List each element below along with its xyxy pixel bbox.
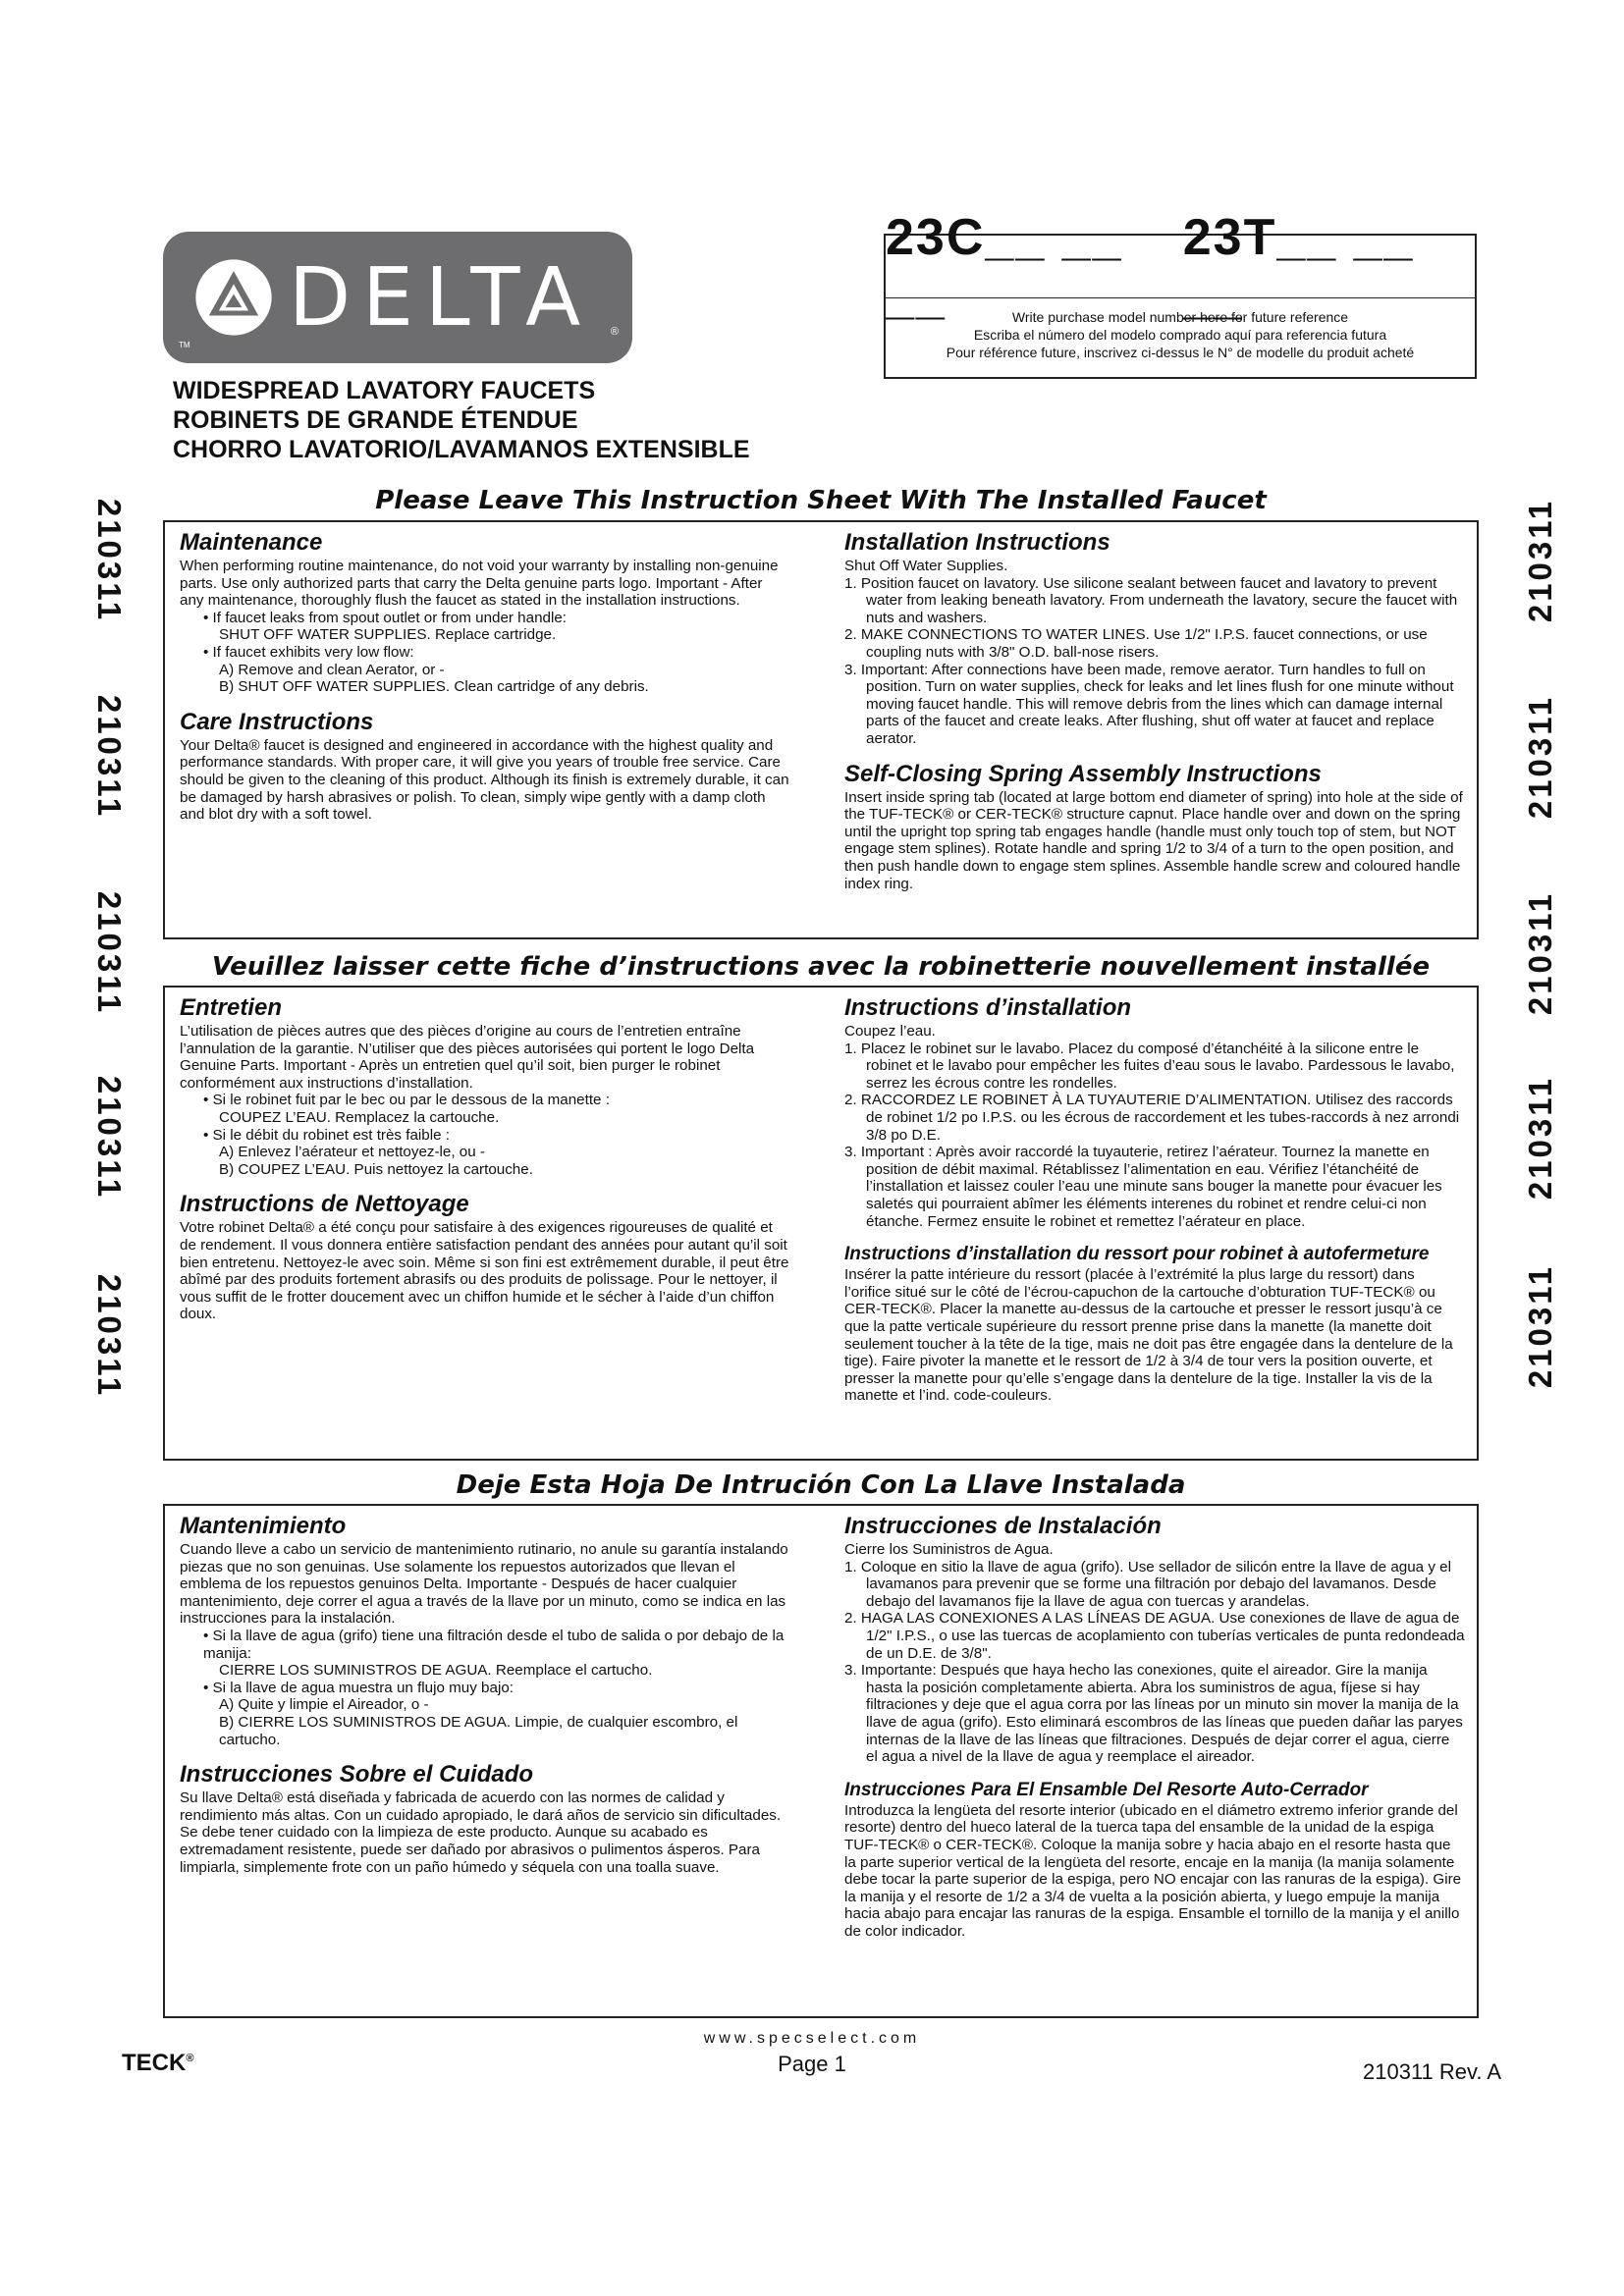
teck-wordmark: TECK bbox=[122, 2050, 187, 2076]
en-spring-text: Insert inside spring tab (located at large bottom end diameter of spring) into hole at the side of the TUF-TECK® or CER-TECK® structure capnut. Place handle over and down on the spring until the upright top spring tab engages handle (handle must only touch top of stem, but NOT engage stem splines). Rotate handle and spring 1/2 to 3/4 of a turn to the open position, and then push handle down to engage stem splines. Assemble handle screw and coloured handle index ring. bbox=[844, 788, 1463, 892]
fr-install-intro: Coupez l’eau. bbox=[844, 1023, 936, 1040]
es-install-step-2: 2. HAGA LAS CONEXIONES A LAS LÍNEAS DE AGUA. Use conexiones de llave de agua de 1/2" I.P.S., o use las tuercas de acoplamiento con tuberías verticales de punta redondeada de un D.E. de 3/8". bbox=[844, 1610, 1465, 1662]
footer-page-number: Page 1 bbox=[778, 2052, 846, 2076]
fr-spring-text: Insérer la patte intérieure du ressort (placée à l’extrémité la plus large du ressort) dans l’orifice situé sur le côté de l’écrou-capuchon de la cartouche d’obturation TUF-TECK® ou CER-TECK®. Placer la manette au-dessus de la cartouche et presser le ressort jusqu’à ce que la patte verticale supérieure du ressort prenne prise dans la manette (la manette doit seulement toucher à la tête de la tige, mais ne doit pas être engagée dans la dentelure de la tige). Faire pivoter la manette et le ressort de 1/2 à 3/4 de tour vers la position ouverte, et presser la manette pour qu’elle s’engage dans la dentelure de la tige. Installer la vis de la manette et l’ind. code-couleurs. bbox=[844, 1266, 1453, 1405]
es-spring-text: Introduzca la lengüeta del resorte interior (ubicado en el diámetro extremo inferior grande del resorte) dentro del hueco lateral de la tuerca tapa del ensamble de la unidad de la espiga TUF-TECK® o CER-TECK®. Coloque la manija sobre y hacia abajo en el resorte hasta que la parte superior vertical de la lengüeta del resorte, encaje en la manija (la manija solamente debe tocar la parte superior de la espiga, pero NO encajar con las ranuras de la espiga). Gire la manija y el resorte de 1/2 a 3/4 de vuelta a la posición abierta, y luego empuje la manija hacia abajo para encajar las ranuras de la espiga. Ensamble el tornillo de la manija y el anillo de color indicador. bbox=[844, 1801, 1462, 1940]
logo-wordmark: DELTA bbox=[289, 250, 593, 345]
es-maintenance-bullet-2b: B) CIERRE LOS SUMINISTROS DE AGUA. Limpie, de cualquier escombro, el cartucho. bbox=[219, 1713, 738, 1748]
footer-revision: 210311 Rev. A bbox=[1363, 2059, 1502, 2084]
en-maintenance-bullet-1: • If faucet leaks from spout outlet or from under handle: bbox=[203, 609, 568, 626]
model-note-en: Write purchase model number here for future reference bbox=[1011, 309, 1349, 325]
side-code-left-5: 210311 bbox=[91, 1273, 129, 1399]
delta-logo bbox=[163, 232, 632, 363]
section-title-es: Deje Esta Hoja De Intrución Con La Llave Instalada bbox=[456, 1470, 1186, 1500]
fr-install-step-1: 1. Placez le robinet sur le lavabo. Placez du composé d’étanchéité à la silicone entre le robinet et le lavabo pour empêcher les fuites d’eau sous le lavabo. Pardessous le lavabo, serrez les écrous contre les rondelles. bbox=[844, 1040, 1455, 1092]
section-box-en bbox=[163, 520, 1479, 939]
en-spring-heading: Self-Closing Spring Assembly Instructions bbox=[844, 760, 1322, 787]
es-care-heading: Instrucciones Sobre el Cuidado bbox=[180, 1761, 534, 1789]
en-install-step-2: 2. MAKE CONNECTIONS TO WATER LINES. Use 1/2" I.P.S. faucet connections, or use coupling nuts with 3/8" O.D. ball-nose risers. bbox=[844, 626, 1428, 661]
model-note bbox=[886, 308, 1475, 361]
en-maintenance-bullet-2a: A) Remove and clean Aerator, or - bbox=[219, 661, 445, 678]
fr-install-step-3: 3. Important : Après avoir raccordé la tuyauterie, retirez l’aérateur. Tournez la manette en position de débit maximal. Rétablissez l’alimentation en eau. Vérifiez l’étanchéité de l’installation et laissez couler l’eau une minute sans bouger la manette pour évacuer les saletés qui pourraient abîmer les éléments interenes du robinet et rendre celui-ci non étanche. Fermez ensuite le robinet et remettez l’aérateur en place. bbox=[844, 1144, 1442, 1230]
fr-right-column bbox=[844, 995, 1465, 1405]
en-left-column bbox=[180, 530, 790, 824]
en-install-heading: Installation Instructions bbox=[844, 529, 1110, 556]
fr-maintenance-bullet-1a: COUPEZ L’EAU. Remplacez la cartouche. bbox=[219, 1108, 500, 1126]
en-right-column bbox=[844, 530, 1465, 892]
model-note-es: Escriba el número del modelo comprado aquí para referencia futura bbox=[973, 327, 1387, 343]
product-title-fr: ROBINETS DE GRANDE ÉTENDUE bbox=[173, 406, 578, 434]
en-install-step-3: 3. Important: After connections have been made, remove aerator. Turn handles to full on position. Turn on water supplies, check for leaks and let lines flush for one minute without moving faucet handle. This will remove debris from the lines which can damage internal parts of the faucet and create leaks. After flushing, shut off water at faucet and replace aerator. bbox=[844, 661, 1454, 747]
fr-install-heading: Instructions d’installation bbox=[844, 994, 1132, 1021]
section-title-fr: Veuillez laisser cette fiche d’instructions avec la robinetterie nouvellement installée bbox=[211, 952, 1431, 982]
side-code-right-1: 210311 bbox=[1522, 498, 1559, 623]
model-code-23t: 23T__ __ __ bbox=[1182, 208, 1415, 325]
footer-teck-logo bbox=[122, 2050, 193, 2077]
fr-install-step-2: 2. RACCORDEZ LE ROBINET À LA TUYAUTERIE D’ALIMENTATION. Utilisez des raccords de robinet 1/2 po I.P.S. ou les écrous de raccordement et les tubes-raccords à nez arrondi 3/8 po D.E. bbox=[844, 1092, 1460, 1144]
fr-maintenance-bullet-2a: A) Enlevez l’aérateur et nettoyez-le, ou - bbox=[219, 1144, 485, 1161]
section-box-es bbox=[163, 1504, 1479, 2018]
side-code-left-3: 210311 bbox=[91, 890, 129, 1016]
delta-triangle-icon bbox=[192, 256, 275, 339]
side-code-right-2: 210311 bbox=[1522, 694, 1559, 820]
en-maintenance-text: When performing routine maintenance, do not void your warranty by installing non-genuine parts. Use only authorized parts that carry the Delta genuine parts logo. Important - After any maintenance, thoroughly flush the faucet as stated in the installation instructions. bbox=[180, 558, 779, 610]
es-right-column bbox=[844, 1514, 1465, 1940]
fr-maintenance-heading: Entretien bbox=[180, 994, 283, 1021]
fr-care-heading: Instructions de Nettoyage bbox=[180, 1191, 469, 1218]
es-maintenance-heading: Mantenimiento bbox=[180, 1513, 347, 1539]
model-note-fr: Pour référence future, inscrivez ci-dessus le N° de modelle du produit acheté bbox=[946, 345, 1415, 360]
side-code-left-4: 210311 bbox=[91, 1075, 129, 1201]
es-maintenance-bullet-1: • Si la llave de agua (grifo) tiene una filtración desde el tubo de salida o por debajo de la manija: bbox=[203, 1627, 785, 1662]
product-title-en: WIDESPREAD LAVATORY FAUCETS bbox=[173, 377, 596, 404]
es-install-step-3: 3. Importante: Después que haya hecho las conexiones, quite el aireador. Gire la manija hasta la posición completamente abierta. Abra los suministros de agua, fíjese si hay filtraciones y deje que el agua corra por las líneas por un minuto sin mover la manija de la llave de agua (grifo). Esto eliminará escombros de las líneas que pueden dañar las paryes internas de la llave de las líneas que filtraciones. Después de dejar correr el agua, cierre el agua a nivel de la llave de agua y reemplace el aireador. bbox=[844, 1662, 1463, 1766]
es-care-text: Su llave Delta® está diseñada y fabricada de acuerdo con las normes de calidad y rendimiento más altas. Con un cuidado apropiado, le dará años de servicio sin dificultades. Se debe tener cuidado con la limpieza de este producto. Aunque su acabado es extremadament resistente, puede ser dañado por abrasivos o pulimentos ásperos. Para limpiarla, simplemente frote con un paño húmedo y séquela con una toalla suave. bbox=[180, 1789, 782, 1876]
en-maintenance-bullet-2: • If faucet exhibits very low flow: bbox=[203, 643, 414, 661]
es-maintenance-text: Cuando lleve a cabo un servicio de mantenimiento rutinario, no anule su garantía instalando piezas que no son genuinas. Use solamente los repuestos autorizados que llevan el emblema de los repuestos genuinos Delta. Importante - Después de hacer cualquier mantenimiento, deje correr el agua a través de la llave por un minuto, como se indica en las instrucciones para la instalación. bbox=[180, 1541, 788, 1628]
section-title-en: Please Leave This Instruction Sheet With The Installed Faucet bbox=[375, 486, 1267, 515]
en-care-heading: Care Instructions bbox=[180, 708, 374, 735]
es-maintenance-bullet-1a: CIERRE LOS SUMINISTROS DE AGUA. Reemplace el cartucho. bbox=[219, 1662, 653, 1680]
es-spring-heading: Instrucciones Para El Ensamble Del Resorte Auto-Cerrador bbox=[844, 1779, 1369, 1800]
side-code-left-1: 210311 bbox=[91, 498, 129, 623]
es-install-step-1: 1. Coloque en sitio la llave de agua (grifo). Use sellador de silicón entre la llave de agua y el lavamanos para prevenir que se forme una filtración por debajo del lavamanos. Desde debajo del lavamanos fije la llave de agua con tuercas y arandelas. bbox=[844, 1558, 1451, 1610]
side-code-right-4: 210311 bbox=[1522, 1075, 1559, 1201]
fr-maintenance-bullet-1: • Si le robinet fuit par le bec ou par le dessous de la manette : bbox=[203, 1092, 610, 1109]
side-code-right-5: 210311 bbox=[1522, 1263, 1559, 1389]
model-code-23c: 23C__ __ __ bbox=[886, 208, 1123, 325]
en-install-step-1: 1. Position faucet on lavatory. Use silicone sealant between faucet and lavatory to prevent water from leaking beneath lavatory. From underneath the lavatory, secure the faucet with nuts and washers. bbox=[844, 574, 1458, 626]
es-maintenance-bullet-2a: A) Quite y limpie el Aireador, o - bbox=[219, 1696, 429, 1714]
en-care-text: Your Delta® faucet is designed and engineered in accordance with the highest quality and performance standards. With proper care, it will give you years of trouble free service. Care should be given to the cleaning of this product. Although its finish is extremely durable, it can be damaged by harsh abrasives or polish. To clean, simply wipe gently with a damp cloth and blot dry with a soft towel. bbox=[180, 736, 789, 824]
es-left-column bbox=[180, 1514, 790, 1876]
model-number-box bbox=[884, 208, 1477, 379]
side-code-left-2: 210311 bbox=[91, 694, 129, 820]
product-titles bbox=[173, 376, 750, 464]
product-title-es: CHORRO LAVATORIO/LAVAMANOS EXTENSIBLE bbox=[173, 436, 750, 463]
fr-spring-heading: Instructions d’installation du ressort pour robinet à autofermeture bbox=[844, 1244, 1430, 1265]
en-install-intro: Shut Off Water Supplies. bbox=[844, 558, 1008, 574]
logo-registered: ® bbox=[610, 326, 619, 338]
fr-maintenance-text: L’utilisation de pièces autres que des pièces d’origine au cours de l’entretien entraîne l’annulation de la garantie. N’utiliser que des pièces autorisées qui portent le logo Delta Genuine Parts. Important - Après un entretien quel qu’il soit, bien purger le robinet conformément aux instructions d’installation. bbox=[180, 1023, 755, 1092]
en-maintenance-heading: Maintenance bbox=[180, 529, 323, 556]
teck-registered-mark: ® bbox=[186, 2053, 194, 2064]
logo-tm: TM bbox=[179, 341, 190, 349]
en-maintenance-bullet-2b: B) SHUT OFF WATER SUPPLIES. Clean cartridge of any debris. bbox=[219, 678, 649, 696]
es-maintenance-bullet-2: • Si la llave de agua muestra un flujo muy bajo: bbox=[203, 1679, 514, 1696]
footer-url: www.specselect.com bbox=[703, 2030, 921, 2047]
fr-maintenance-bullet-2b: B) COUPEZ L’EAU. Puis nettoyez la cartouche. bbox=[219, 1160, 533, 1178]
side-code-right-3: 210311 bbox=[1522, 890, 1559, 1016]
es-install-intro: Cierre los Suministros de Agua. bbox=[844, 1541, 1054, 1558]
fr-left-column bbox=[180, 995, 790, 1323]
section-box-fr bbox=[163, 986, 1479, 1461]
es-install-heading: Instrucciones de Instalación bbox=[844, 1513, 1162, 1539]
fr-care-text: Votre robinet Delta® a été conçu pour satisfaire à des exigences rigoureuses de qualité et de rendement. Il vous donnera entière satisfaction pendant des années pour autant qu’il soit bien entretenu. Nettoyez-le avec soin. Même si son fini est extrêmement durable, il peut être abîmé par des produits fortement abrasifs ou des produits de polissage. Pour le nettoyer, il vous suffit de le frotter doucement avec un chiffon humide et le sécher à l’aide d’un chiffon doux. bbox=[180, 1219, 789, 1323]
fr-maintenance-bullet-2: • Si le débit du robinet est très faible : bbox=[203, 1126, 450, 1144]
en-maintenance-bullet-1a: SHUT OFF WATER SUPPLIES. Replace cartridge. bbox=[219, 626, 557, 644]
